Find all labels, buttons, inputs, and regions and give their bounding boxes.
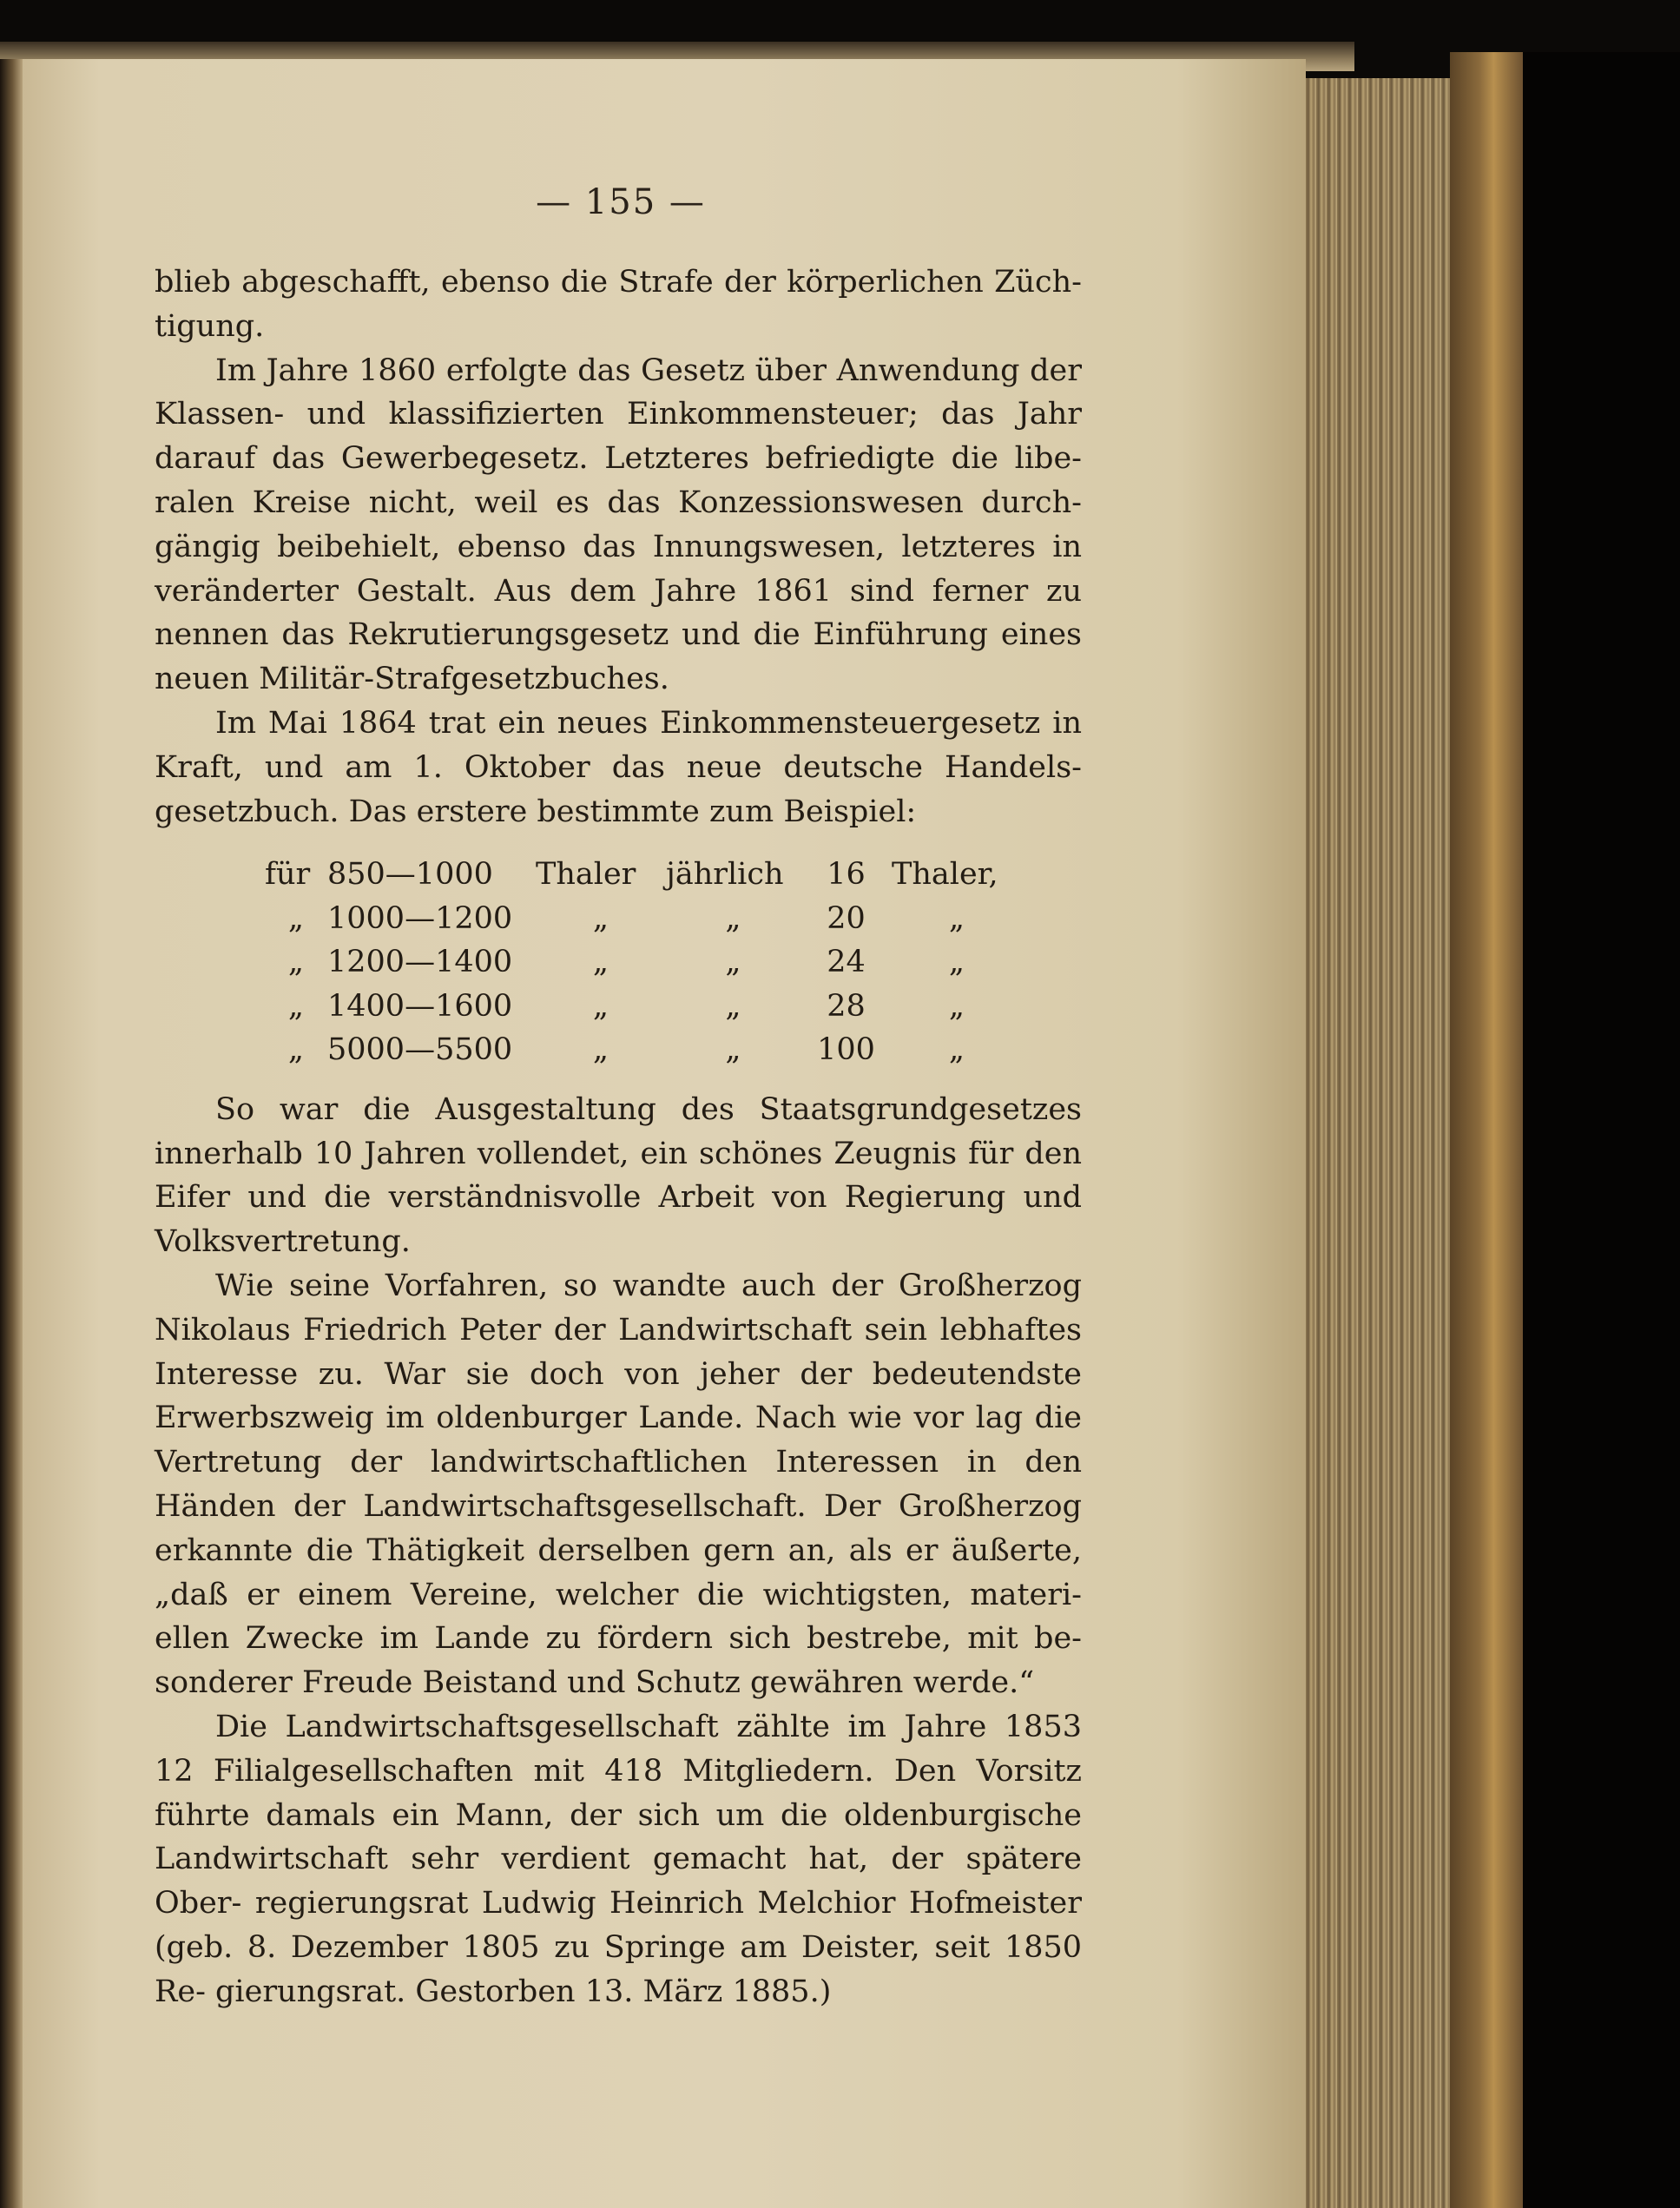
paragraph: Im Jahre 1860 erfolgte das Gesetz über Anwendung der Klassen- und klassifizierten Einkommensteuer; das Jahr darauf das Gewerbegesetz. Letzteres befriedigte die libe- ralen Kreise nicht, weil es das Konzessionswesen durch- gängig beibehielt, ebenso das Innungswesen, letzteres in veränderter Gestalt. Aus dem Jahre 1861 sind ferner zu nennen das Rekrutierungsgesetz und die Einführung eines neuen Militär-Strafgesetzbuches. — [155, 353, 1082, 697]
table-cell: jährlich — [666, 857, 784, 893]
left-page-edge — [0, 59, 23, 2208]
table-row — [265, 940, 1022, 985]
table-cell: Thaler, — [892, 857, 998, 893]
table-cell: 850—1000 — [327, 857, 493, 893]
paragraph: blieb abgeschafft, ebenso die Strafe der körperlichen Züch- tigung. — [155, 265, 1082, 344]
table-cell: „ — [725, 1032, 741, 1068]
table-cell: „ — [592, 900, 609, 936]
background-dark — [1523, 52, 1680, 2208]
paragraph: So war die Ausgestaltung des Staatsgrundgesetzes innerhalb 10 Jahren vollendet, ein schönes Zeugnis für den Eifer und die verständnisvolle Arbeit von Regierung und Volksvertretung. — [155, 1091, 1082, 1260]
table-cell: 1400—1600 — [327, 988, 513, 1024]
table-cell: 20 — [827, 900, 866, 936]
table-cell: „ — [287, 945, 305, 980]
table-cell: für — [265, 857, 311, 893]
table-cell: 16 — [827, 857, 866, 893]
paragraph: Wie seine Vorfahren, so wandte auch der Großherzog Nikolaus Friedrich Peter der Landwirtschaft sein lebhaftes Interesse zu. War sie doch von jeher der bedeutendste Erwerbszweig im oldenburger Lande. Nach wie vor lag die Vertretung der landwirtschaftlichen Interessen in den Händen der Landwirtschaftsgesellschaft. Der Großherzog erkannte die Thätigkeit derselben gern an, als er äußerte, „daß er einem Vereine, welcher die wichtigsten, materi- ellen Zwecke im Lande zu fördern sich bestrebe, mit be- sonderer Freude Beistand und Schutz gewähren werde.“ — [155, 1269, 1082, 1701]
table-cell: 5000—5500 — [327, 1032, 513, 1068]
page-block-edges — [1306, 78, 1462, 2208]
table-cell: „ — [948, 988, 965, 1024]
table-cell: Thaler — [536, 857, 636, 893]
table-cell: „ — [725, 900, 741, 936]
table-row — [265, 985, 1022, 1029]
table-cell: „ — [287, 900, 305, 936]
book-cover-edge — [1450, 52, 1523, 2208]
table-cell: 1000—1200 — [327, 900, 513, 936]
table-cell: „ — [592, 945, 609, 980]
page-number: — 155 — — [536, 182, 706, 222]
table-cell: „ — [287, 1032, 305, 1068]
table-cell: 1200—1400 — [327, 945, 513, 980]
table-cell: „ — [592, 1032, 609, 1068]
table-cell: 24 — [827, 945, 866, 980]
table-row — [265, 897, 1022, 941]
table-cell: „ — [592, 988, 609, 1024]
table-cell: 28 — [827, 988, 866, 1024]
table-cell: „ — [287, 988, 305, 1024]
table-cell: „ — [725, 988, 741, 1024]
table-cell: „ — [948, 945, 965, 980]
tax-table — [265, 853, 1022, 1072]
table-cell: 100 — [817, 1032, 875, 1068]
paragraph: Die Landwirtschaftsgesellschaft zählte im Jahre 1853 12 Filialgesellschaften mit 418 Mitgliedern. Den Vorsitz führte damals ein Mann, der sich um die oldenburgische Landwirtschaft sehr verdient gemacht hat, der spätere Ober- regierungsrat Ludwig Heinrich Melchior Hofmeister (geb. 8. Dezember 1805 zu Springe am Deister, seit 1850 Re- gierungsrat. Gestorben 13. März 1885.) — [155, 1710, 1082, 2009]
paragraph: Im Mai 1864 trat ein neues Einkommensteuergesetz in Kraft, und am 1. Oktober das neue deutsche Handels- gesetzbuch. Das erstere bestimmte zum Beispiel: — [155, 705, 1082, 829]
table-row — [265, 1028, 1022, 1072]
table-cell: „ — [948, 1032, 965, 1068]
table-cell: „ — [725, 945, 741, 980]
page-body — [155, 260, 1082, 2014]
table-row — [265, 853, 1022, 897]
table-cell: „ — [948, 900, 965, 936]
